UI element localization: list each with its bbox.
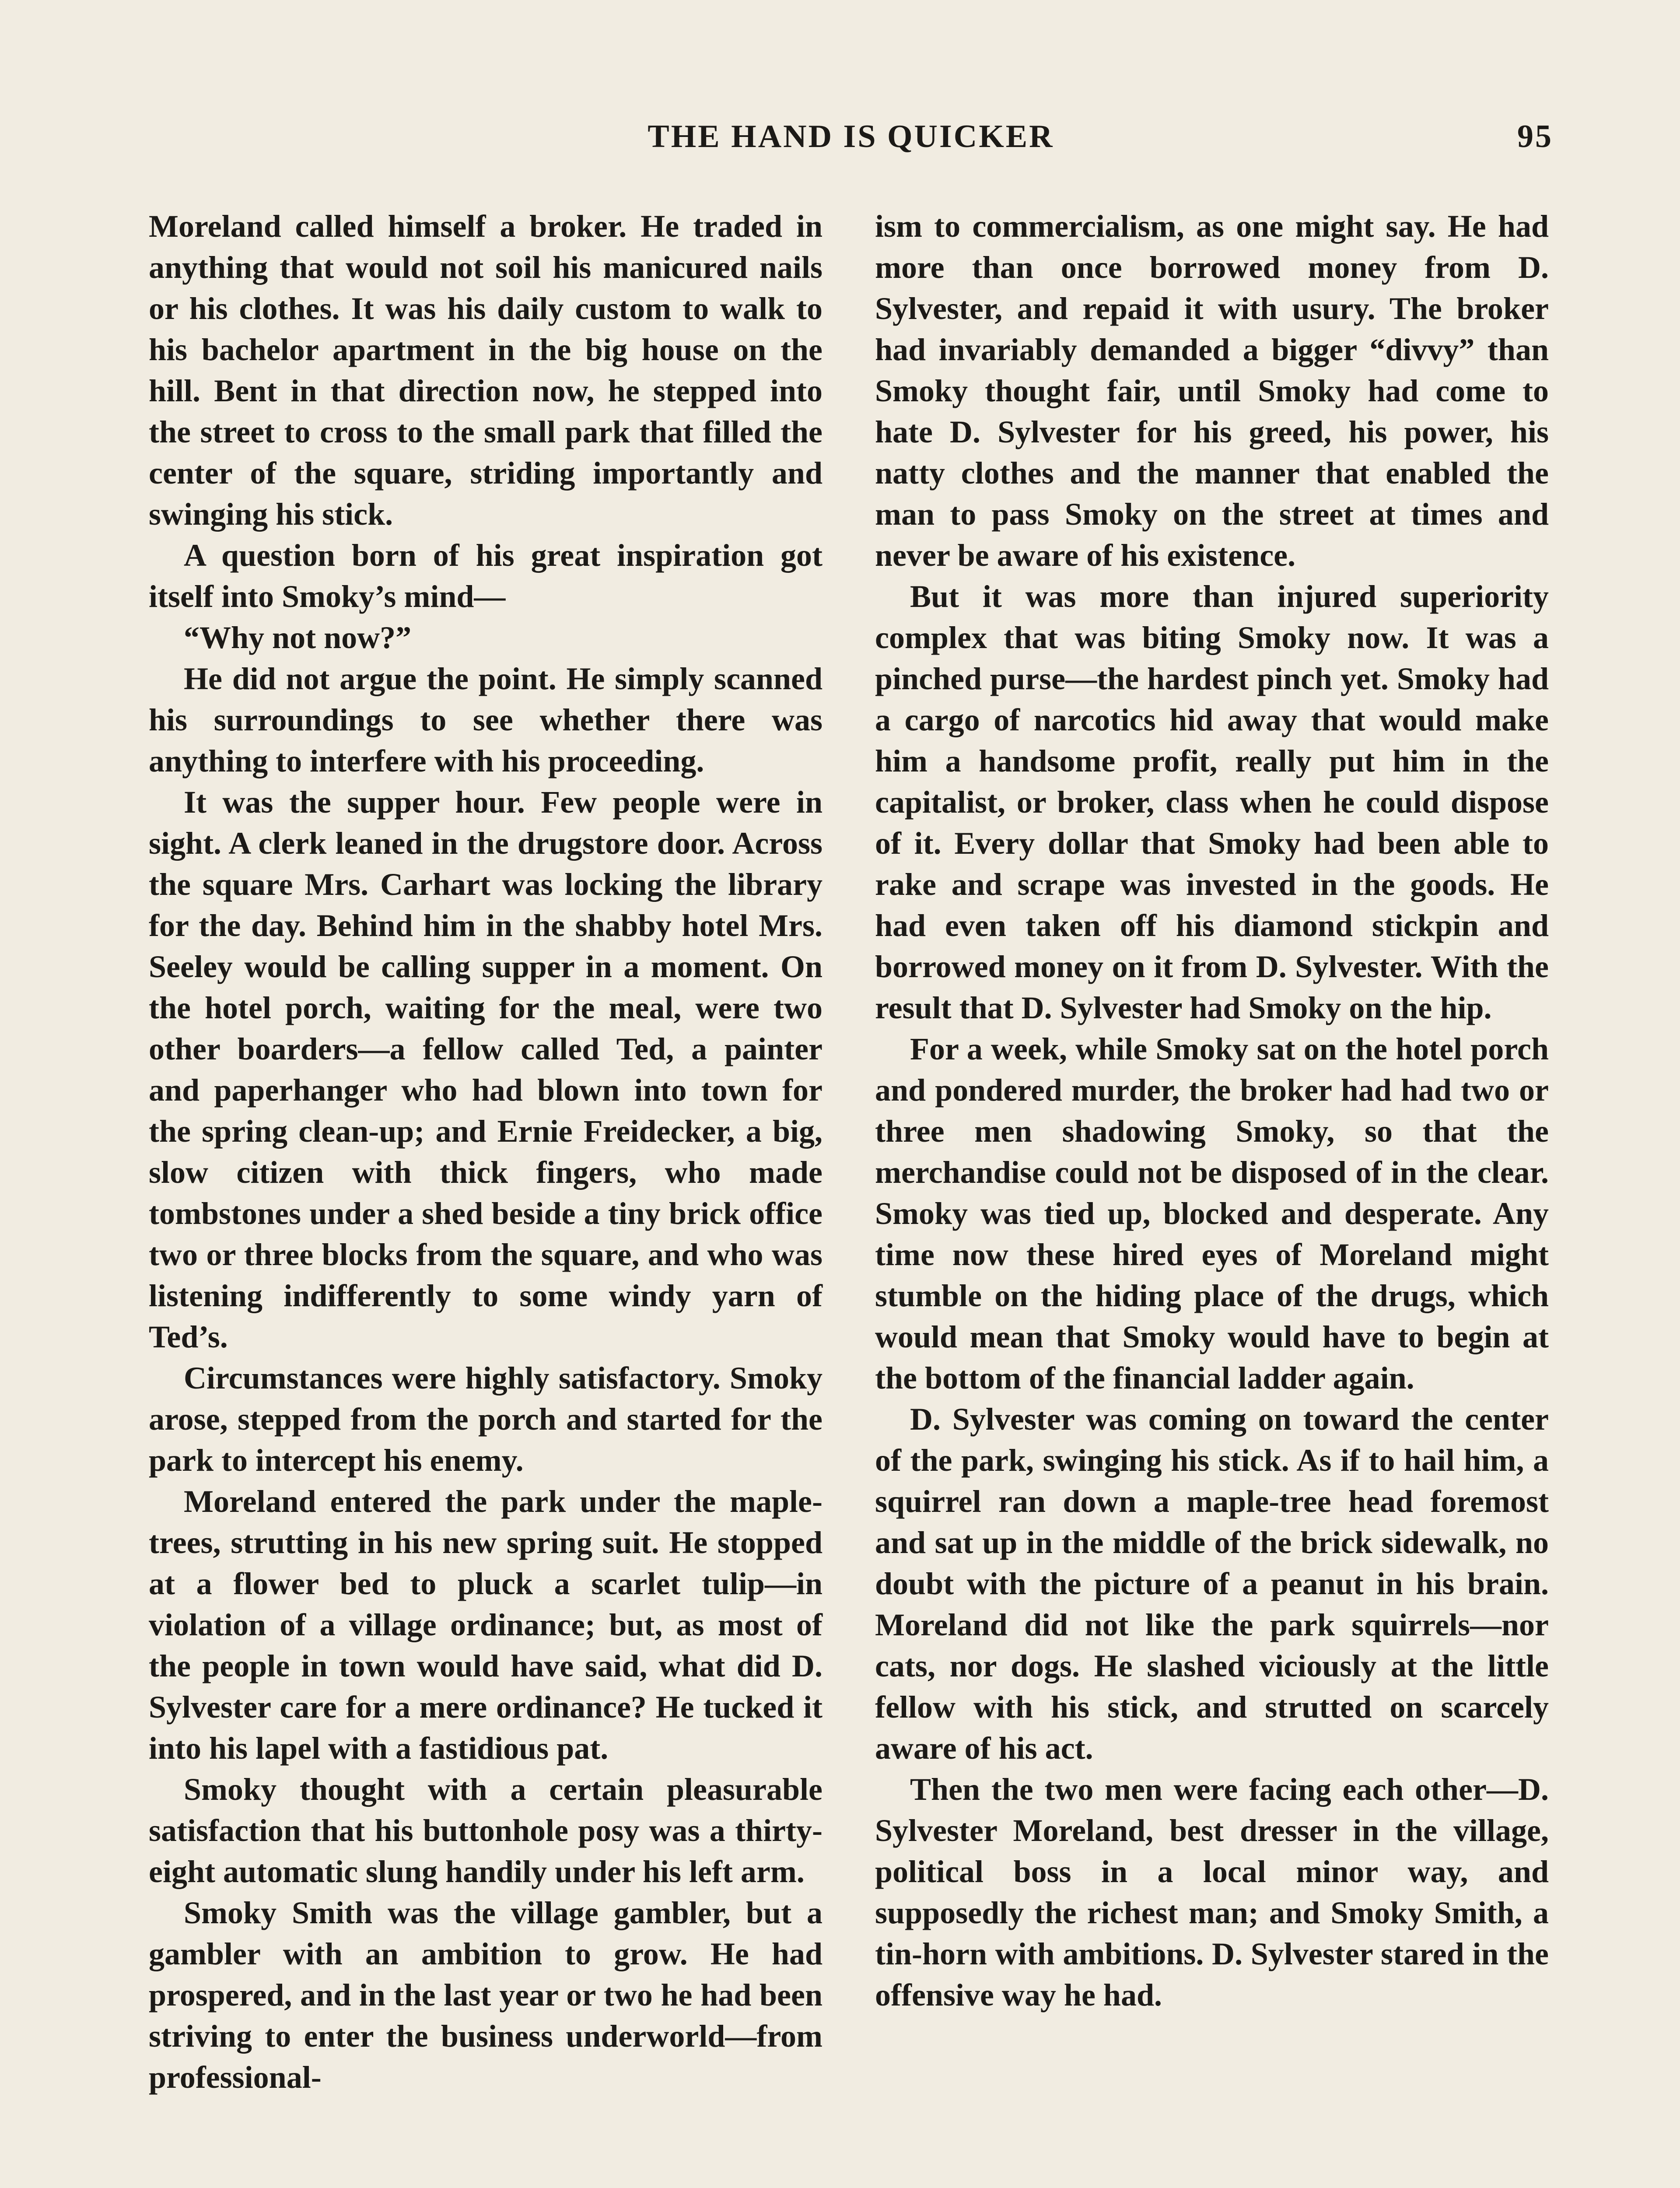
page-header (149, 118, 1553, 166)
running-title: THE HAND IS QUICKER (648, 119, 1054, 154)
paragraph: “Why not now?” (184, 620, 412, 655)
paragraph: For a week, while Smoky sat on the hotel porch and pondered murder, the broker had had two or three men shadowing Smoky, so that the merchandise could not be disposed of in the clear. Smoky was tied up, blocked and desperate. Any time now these hired eyes of Moreland might stumble on the hiding place of the drugs, which would mean that Smoky would have to begin at the bottom of the financial ladder again. (875, 1031, 1549, 1396)
paragraph: Smoky Smith was the village gambler, but a gambler with an ambition to grow. He had prospered, and in the last year or two he had been striving to enter the business underworld—from professional- (149, 1895, 822, 2095)
paragraph: Moreland called himself a broker. He traded in anything that would not soil his manicured nails or his clothes. It was his daily custom to walk to his bachelor apartment in the big house on the hill. Bent in that direction now, he stepped into the street to cross to the small park that filled the center of the square, striding importantly and swinging his stick. (149, 209, 822, 532)
paragraph: It was the supper hour. Few people were in sight. A clerk leaned in the drugstore door. Across the square Mrs. Carhart was locking the library for the day. Behind him in the shabby hotel Mrs. Seeley would be calling supper in a moment. On the hotel porch, waiting for the meal, were two other boarders—a fellow called Ted, a painter and paperhanger who had blown into town for the spring clean-up; and Ernie Freidecker, a big, slow citizen with thick fingers, who made tombstones under a shed beside a tiny brick office two or three blocks from the square, and who was listening indifferently to some windy yarn of Ted’s. (149, 785, 822, 1354)
page-number: 95 (1517, 119, 1553, 154)
paragraph: A question born of his great inspiration got itself into Smoky’s mind— (149, 538, 822, 614)
paragraph: Smoky thought with a certain pleasurable satisfaction that his buttonhole posy was a thirty-eight automatic slung handily under his left arm. (149, 1772, 822, 1889)
paragraph: Circumstances were highly satisfactory. Smoky arose, stepped from the porch and started for the park to intercept his enemy. (149, 1360, 822, 1478)
paragraph: But it was more than injured superiority complex that was biting Smoky now. It was a pinched purse—the hardest pinch yet. Smoky had a cargo of narcotics hid away that would make him a handsome profit, really put him in the capitalist, or broker, class when he could dispose of it. Every dollar that Smoky had been able to rake and scrape was invested in the goods. He had even taken off his diamond stickpin and borrowed money on it from D. Sylvester. With the result that D. Sylvester had Smoky on the hip. (875, 579, 1549, 1025)
paragraph: ism to commercialism, as one might say. He had more than once borrowed money from D. Sylvester, and repaid it with usury. The broker had invariably demanded a bigger “divvy” than Smoky thought fair, until Smoky had come to hate D. Sylvester for his greed, his power, his natty clothes and the manner that enabled the man to pass Smoky on the street at times and never be aware of his existence. (875, 209, 1549, 573)
paragraph: D. Sylvester was coming on toward the center of the park, swinging his stick. As if to hail him, a squirrel ran down a maple-tree head foremost and sat up in the middle of the brick sidewalk, no doubt with the picture of a peanut in his brain. Moreland did not like the park squirrels—nor cats, nor dogs. He slashed viciously at the little fellow with his stick, and strutted on scarcely aware of his act. (875, 1402, 1549, 1766)
paragraph: He did not argue the point. He simply scanned his surroundings to see whether there was anything to interfere with his proceeding. (149, 661, 822, 778)
paragraph: Moreland entered the park under the maple-trees, strutting in his new spring suit. He stopped at a flower bed to pluck a scarlet tulip—in violation of a village ordinance; but, as most of the people in town would have said, what did D. Sylvester care for a mere ordinance? He tucked it into his lapel with a fastidious pat. (149, 1484, 822, 1766)
text-column-left (149, 206, 822, 2098)
paragraph: Then the two men were facing each other—D. Sylvester Moreland, best dresser in the village, political boss in a local minor way, and supposedly the richest man; and Smoky Smith, a tin-horn with ambitions. D. Sylvester stared in the offensive way he had. (875, 1772, 1549, 2013)
text-column-right (875, 206, 1549, 2016)
